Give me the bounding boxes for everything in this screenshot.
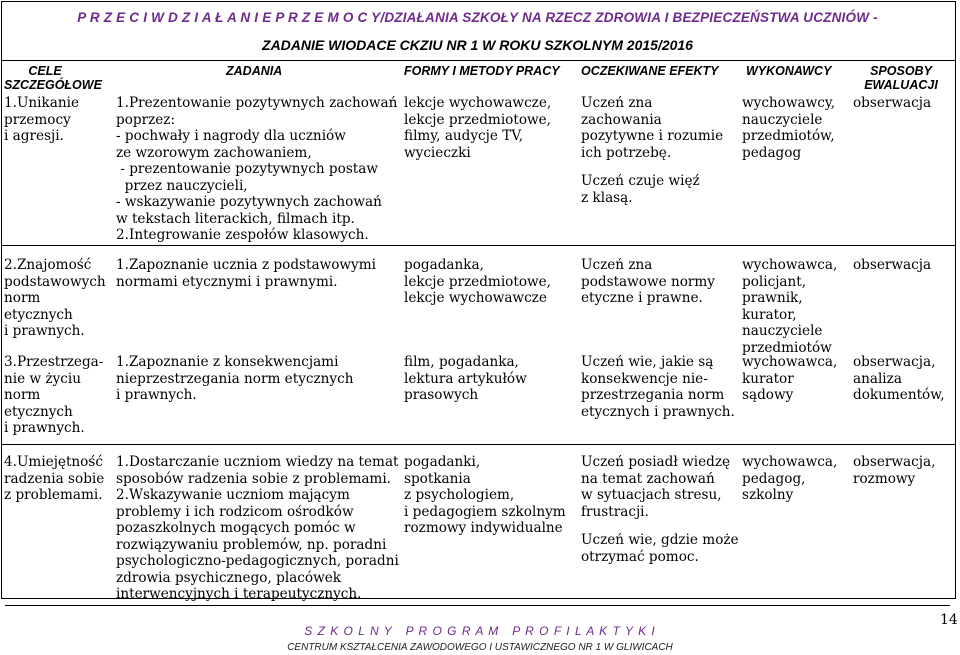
row2-sposoby: obserwacja xyxy=(853,257,932,273)
row3-wykonawcy: wychowawca, kurator sądowy xyxy=(742,354,838,403)
row4-wykonawcy: wychowawca, pedagog, szkolny xyxy=(742,454,838,503)
row1-sposoby: obserwacja xyxy=(853,95,932,111)
row4-cele: 4.Umiejętność radzenia sobie z problemami. xyxy=(4,454,105,503)
header-efekty: OCZEKIWANE EFEKTY xyxy=(581,64,719,78)
row3-zadania: 1.Zapoznanie z konsekwencjami nieprzestrzegania norm etycznych i prawnych. xyxy=(116,354,354,403)
row2-efekty: Uczeń zna podstawowe normy etyczne i prawne. xyxy=(581,257,715,306)
table-border-right xyxy=(955,1,956,599)
row2-cele: 2.Znajomość podstawowych norm etycznych i prawnych. xyxy=(4,257,106,339)
row3-efekty: Uczeń wie, jakie są konsekwencje nie- przestrzegania norm etycznych i prawnych. xyxy=(581,354,735,420)
title-separator xyxy=(1,60,956,61)
row3-formy: film, pogadanka, lektura artykułów prasowych xyxy=(404,354,527,403)
row4-formy: pogadanki, spotkania z psychologiem, i pedagogiem szkolnym rozmowy indywidualne xyxy=(404,454,566,536)
document-subtitle: ZADANIE WIODACE CKZIU NR 1 W ROKU SZKOLNYM 2015/2016 xyxy=(262,37,693,53)
header-wykonawcy: WYKONAWCY xyxy=(746,64,832,78)
row4-efekty: Uczeń posiadł wiedzę na temat zachowań w sytuacjach stresu, frustracji. Uczeń wie, gdzie może otrzymać pomoc. xyxy=(581,454,739,565)
row4-zadania: 1.Dostarczanie uczniom wiedzy na temat sposobów radzenia sobie z problemami. 2.Wskazywanie uczniom mającym problemy i ich rodzicom ośrodków pozaszkolnych mogących pomóc w rozwiązywaniu problemów, np. poradni psychologiczno-pedagogicznych, poradni zdrowia psychicznego, placówek interwencyjnych i terapeutycznych. xyxy=(116,454,399,602)
row2-formy: pogadanka, lekcje przedmiotowe, lekcje wychowawcze xyxy=(404,257,552,306)
footer-rule xyxy=(5,605,950,606)
header-formy: FORMY I METODY PRACY xyxy=(404,64,560,78)
row1-efekty: Uczeń zna zachowania pozytywne i rozumie ich potrzebę. Uczeń czuje więź z klasą. xyxy=(581,95,724,206)
header-zadania: ZADANIA xyxy=(226,64,283,78)
row-separator-2 xyxy=(1,444,956,445)
document-title: P R Z E C I W D Z I A Ł A N I E P R Z E M O C Y/DZIAŁANIA SZKOŁY NA RZECZ ZDROWIA I BEZPIECZEŃSTWA UCZNIÓW - xyxy=(77,10,878,25)
row2-wykonawcy: wychowawca, policjant, prawnik, kurator, nauczyciele przedmiotów xyxy=(742,257,838,356)
table-border-left xyxy=(1,1,2,599)
row2-zadania: 1.Zapoznanie ucznia z podstawowymi normami etycznymi i prawnymi. xyxy=(116,257,376,290)
row4-sposoby: obserwacja, rozmowy xyxy=(853,454,936,487)
table-border-top xyxy=(1,1,956,2)
footer-institution: CENTRUM KSZTAŁCENIA ZAWODOWEGO I USTAWICZNEGO NR 1 W GLIWICACH xyxy=(287,642,673,653)
footer-program: S Z K O L N Y P R O G R A M P R O F I L A K T Y K I xyxy=(304,624,656,638)
row1-wykonawcy: wychowawcy, nauczyciele przedmiotów, pedagog xyxy=(742,95,836,161)
page-number: 14 xyxy=(940,612,958,628)
row1-zadania: 1.Prezentowanie pozytywnych zachowań poprzez: - pochwały i nagrody dla uczniów ze wzorowym zachowaniem, - prezentowanie pozytywnych postaw przez nauczycieli, - wskazywanie pozytywnych zachowań w tekstach literackich, filmach itp. 2.Integrowanie zespołów klasowych. xyxy=(116,95,398,243)
row1-formy: lekcje wychowawcze, lekcje przedmiotowe, filmy, audycje TV, wycieczki xyxy=(404,95,552,161)
row-separator-1 xyxy=(1,245,956,246)
row3-sposoby: obserwacja, analiza dokumentów, xyxy=(853,354,945,403)
header-sposoby: SPOSOBY EWALUACJI xyxy=(864,64,938,92)
row3-cele: 3.Przestrzega- nie w życiu norm etycznych i prawnych. xyxy=(4,354,104,436)
row1-cele: 1.Unikanie przemocy i agresji. xyxy=(4,95,80,144)
header-cele: CELE SZCZEGÓŁOWE xyxy=(4,64,102,92)
